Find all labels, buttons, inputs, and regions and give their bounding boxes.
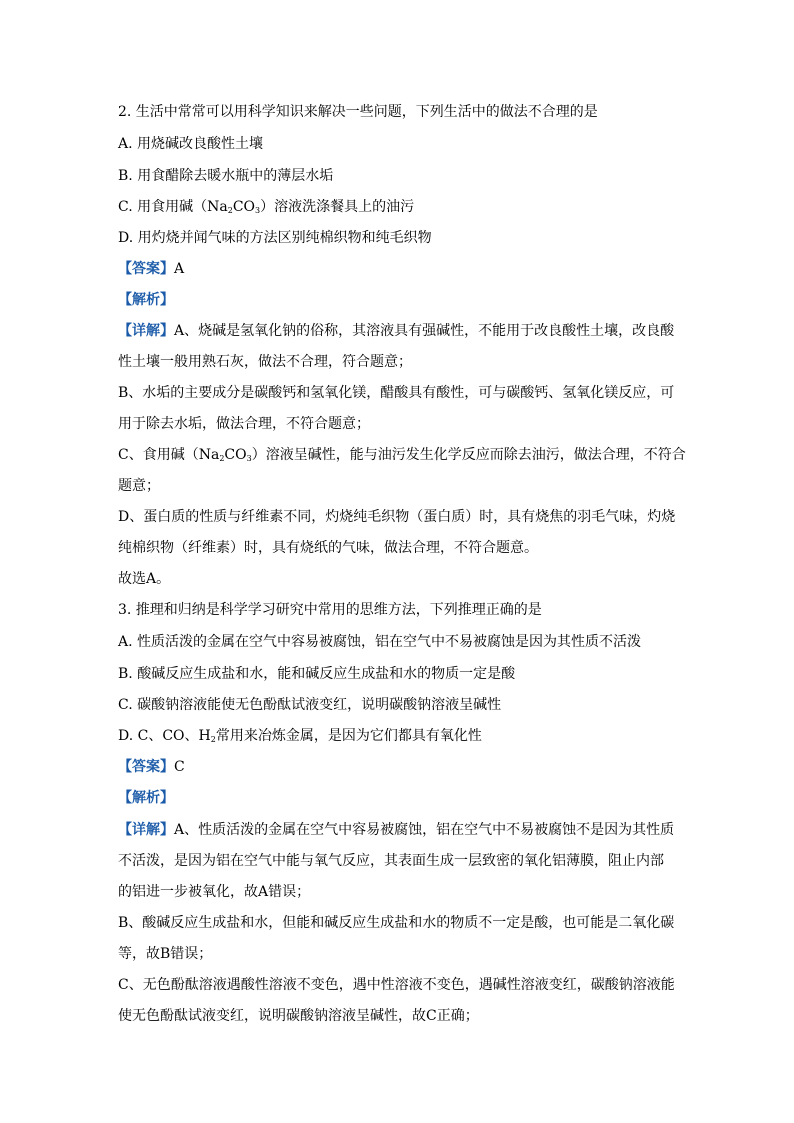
q2-option-c [118,197,414,221]
q2-detail-b-2: 用于除去水垢，做法合理，不符合题意； [118,416,370,432]
q2-option-c-post: ）溶液洗涤餐具上的油污 [260,199,415,215]
q3-answer-value: C [174,759,185,775]
q3-option-b: B. 酸碱反应生成盐和水，能和碱反应生成盐和水的物质一定是酸 [118,666,516,682]
q3-detail-a-1 [118,820,674,840]
q3-stem: 3. 推理和归纳是科学学习研究中常用的思维方法，下列推理正确的是 [118,602,542,618]
q2-detail-a-1-text: A、烧碱是氢氧化钠的俗称，其溶液具有强碱性，不能用于改良酸性土壤，改良酸 [174,323,675,339]
q2-detail-c-mid: CO [224,447,247,463]
q3-option-d-post: 常用来冶炼金属，是因为它们都具有氧化性 [215,728,482,744]
q2-option-c-sub1: 2 [227,206,233,215]
q3-detail-a-2: 不活泼，是因为铝在空气中能与氧气反应，其表面生成一层致密的氧化铝薄膜，阻止内部 [118,853,664,869]
q2-option-c-sub2: 3 [255,206,261,215]
q2-detail-c-pre: C、食用碱（Na [118,447,220,463]
q2-detail-b-1: B、水垢的主要成分是碳酸钙和氢氧化镁，醋酸具有酸性，可与碳酸钙、氢氧化镁反应，可 [118,385,675,401]
q3-analysis-tag: 【解析】 [118,790,174,806]
q3-option-d-pre: D. C、CO、H [118,728,211,744]
q3-detail-a-1-text: A、性质活泼的金属在空气中容易被腐蚀，铝在空气中不易被腐蚀不是因为其性质 [174,822,675,838]
q3-option-a: A. 性质活泼的金属在空气中容易被腐蚀，铝在空气中不易被腐蚀是因为其性质不活泼 [118,634,642,650]
q2-option-b: B. 用食醋除去暖水瓶中的薄层水垢 [118,168,334,184]
q2-answer [118,259,184,279]
q2-option-c-mid: CO [232,199,256,215]
q3-analysis [118,788,174,808]
q3-option-d-sub: 2 [210,735,216,744]
q3-detail-c-2: 使无色酚酞试液变红，说明碳酸钠溶液呈碱性，故C正确； [118,1008,479,1024]
q3-detail-c-1: C、无色酚酞溶液遇酸性溶液不变色，遇中性溶液不变色，遇碱性溶液变红，碳酸钠溶液能 [118,977,675,993]
q2-detail-d-2: 纯棉织物（纤维素）时，具有烧纸的气味，做法合理，不符合题意。 [118,540,538,556]
q2-option-a: A. 用烧碱改良酸性土壤 [118,136,264,152]
q2-detail-c-2: 题意； [118,478,160,494]
q2-option-d: D. 用灼烧并闻气味的方法区别纯棉织物和纯毛织物 [118,230,432,246]
q3-detail-b-2: 等，故B错误； [118,946,213,962]
q2-detail-c-sub2: 3 [246,454,252,463]
q3-option-c: C. 碳酸钠溶液能使无色酚酞试液变红，说明碳酸钠溶液呈碱性 [118,697,502,713]
q2-detail-a-2: 性土壤一般用熟石灰，做法不合理，符合题意； [118,354,412,370]
q3-detail-b-1: B、酸碱反应生成盐和水，但能和碱反应生成盐和水的物质不一定是酸，也可能是二氧化碳 [118,915,675,931]
q2-option-c-pre: C. 用食用碱（Na [118,199,228,215]
q2-detail-a-1 [118,321,674,341]
q2-detail-c-sub1: 2 [219,454,225,463]
q2-analysis [118,290,174,310]
q2-detail-tag: 【详解】 [118,323,174,339]
q3-detail-tag: 【详解】 [118,822,174,838]
q2-detail-c-post: ）溶液呈碱性，能与油污发生化学反应而除去油污，做法合理，不符合 [251,447,686,463]
q3-answer-tag: 【答案】 [118,759,174,775]
q2-analysis-tag: 【解析】 [118,292,174,308]
q2-answer-value: A [174,261,185,277]
q2-stem: 2. 生活中常常可以用科学知识来解决一些问题，下列生活中的做法不合理的是 [118,104,598,120]
q3-answer [118,757,185,777]
q3-detail-a-3: 的铝进一步被氧化，故A错误； [118,884,311,900]
q2-detail-c-1 [118,445,686,469]
q2-detail-d-1: D、蛋白质的性质与纤维素不同，灼烧纯毛织物（蛋白质）时，具有烧焦的羽毛气味，灼烧 [118,509,676,525]
q2-answer-tag: 【答案】 [118,261,174,277]
q3-option-d [118,726,482,750]
q2-conclusion: 故选A。 [118,571,171,587]
